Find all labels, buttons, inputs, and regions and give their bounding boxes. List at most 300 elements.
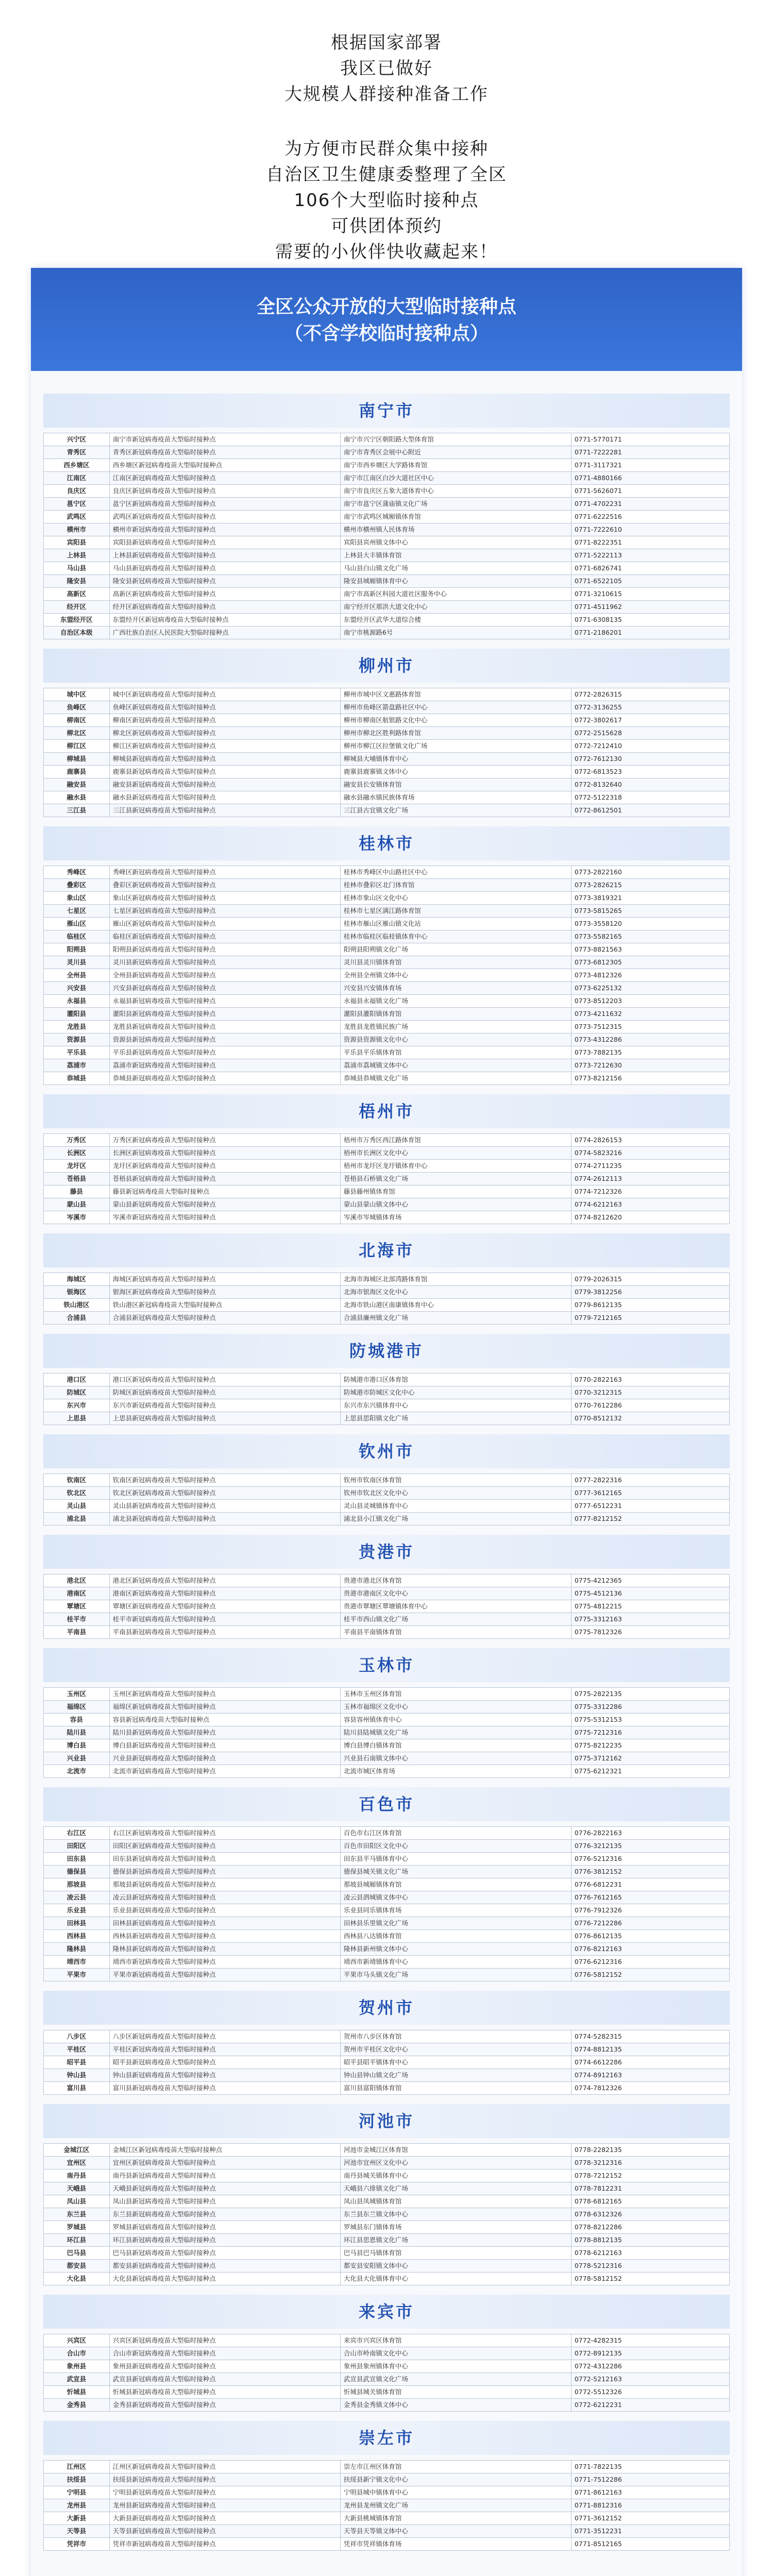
table-row — [44, 1286, 730, 1299]
site-name-cell: 经开区新冠病毒疫苗大型临时接种点 — [109, 601, 340, 614]
site-name-cell: 岑溪市新冠病毒疫苗大型临时接种点 — [109, 1211, 340, 1224]
site-name-cell: 平桂区新冠病毒疫苗大型临时接种点 — [109, 2043, 340, 2056]
site-address-cell: 柳州市鱼峰区箭盘路社区中心 — [340, 701, 571, 714]
table-row — [44, 766, 730, 778]
phone-cell: 0779-8612135 — [571, 1299, 729, 1312]
table-row — [44, 1046, 730, 1059]
table-row — [44, 459, 730, 472]
phone-cell: 0775-3712162 — [571, 1752, 729, 1765]
site-address-cell: 阳朔县阳朔镇文化广场 — [340, 943, 571, 956]
table-row — [44, 740, 730, 753]
city-sites-table — [43, 866, 730, 1085]
table-row — [44, 943, 730, 956]
phone-cell: 0772-5122318 — [571, 791, 729, 804]
phone-cell: 0772-8912135 — [571, 2347, 729, 2360]
site-address-cell: 全州县全州镇文体中心 — [340, 969, 571, 982]
district-cell: 柳江区 — [44, 740, 110, 753]
site-name-cell: 万秀区新冠病毒疫苗大型临时接种点 — [109, 1134, 340, 1147]
site-name-cell: 右江区新冠病毒疫苗大型临时接种点 — [109, 1827, 340, 1840]
table-row — [44, 1891, 730, 1904]
table-row — [44, 866, 730, 879]
site-address-cell: 鹿寨县鹿寨镇文体中心 — [340, 766, 571, 778]
phone-cell: 0771-7822135 — [571, 2461, 729, 2473]
site-address-cell: 贺州市平桂区文化中心 — [340, 2043, 571, 2056]
site-address-cell: 南宁市高新区科园大道社区服务中心 — [340, 588, 571, 601]
site-address-cell: 容县容州镇体育中心 — [340, 1714, 571, 1726]
table-row — [44, 2525, 730, 2538]
table-row — [44, 1134, 730, 1147]
table-row — [44, 511, 730, 523]
table-row — [44, 1930, 730, 1943]
district-cell: 融安县 — [44, 778, 110, 791]
district-cell: 自治区本级 — [44, 626, 110, 639]
site-name-cell: 平南县新冠病毒疫苗大型临时接种点 — [109, 1626, 340, 1639]
district-cell: 西林县 — [44, 1930, 110, 1943]
district-cell: 凭祥市 — [44, 2538, 110, 2551]
site-address-cell: 三江县古宜镇文化广场 — [340, 804, 571, 817]
district-cell: 宾阳县 — [44, 536, 110, 549]
district-cell: 兴安县 — [44, 982, 110, 995]
phone-cell: 0777-3612165 — [571, 1487, 729, 1500]
site-name-cell: 鱼峰区新冠病毒疫苗大型临时接种点 — [109, 701, 340, 714]
district-cell: 象山区 — [44, 892, 110, 905]
district-cell: 长洲区 — [44, 1147, 110, 1160]
site-name-cell: 东兴市新冠病毒疫苗大型临时接种点 — [109, 1399, 340, 1412]
phone-cell: 0774-5282315 — [571, 2030, 729, 2043]
table-row — [44, 1956, 730, 1969]
phone-cell: 0772-6212231 — [571, 2399, 729, 2412]
site-name-cell: 恭城县新冠病毒疫苗大型临时接种点 — [109, 1072, 340, 1085]
city-sites-table — [43, 2030, 730, 2095]
site-name-cell: 东盟经开区新冠病毒疫苗大型临时接种点 — [109, 614, 340, 626]
city-sites-table — [43, 688, 730, 817]
phone-cell: 0771-3210615 — [571, 588, 729, 601]
phone-cell: 0774-8212620 — [571, 1211, 729, 1224]
site-name-cell: 合山市新冠病毒疫苗大型临时接种点 — [109, 2347, 340, 2360]
district-cell: 富川县 — [44, 2082, 110, 2095]
table-row — [44, 1626, 730, 1639]
site-address-cell: 钦州市钦北区文化中心 — [340, 1487, 571, 1500]
table-row — [44, 1008, 730, 1021]
site-name-cell: 田林县新冠病毒疫苗大型临时接种点 — [109, 1917, 340, 1930]
district-cell: 柳南区 — [44, 714, 110, 727]
table-row — [44, 1969, 730, 1981]
table-row — [44, 536, 730, 549]
site-address-cell: 西林县八达镇体育馆 — [340, 1930, 571, 1943]
site-address-cell: 平南县平南镇体育馆 — [340, 1626, 571, 1639]
phone-cell: 0776-6812231 — [571, 1878, 729, 1891]
table-row — [44, 433, 730, 446]
site-name-cell: 融水县新冠病毒疫苗大型临时接种点 — [109, 791, 340, 804]
table-row — [44, 1487, 730, 1500]
phone-cell: 0774-2612113 — [571, 1173, 729, 1185]
district-cell: 浦北县 — [44, 1513, 110, 1526]
phone-cell: 0776-6212316 — [571, 1956, 729, 1969]
district-cell: 港口区 — [44, 1374, 110, 1386]
site-name-cell: 大新县新冠病毒疫苗大型临时接种点 — [109, 2512, 340, 2525]
table-row — [44, 1752, 730, 1765]
site-name-cell: 宜州区新冠病毒疫苗大型临时接种点 — [109, 2157, 340, 2170]
district-cell: 港北区 — [44, 1574, 110, 1587]
district-cell: 铁山港区 — [44, 1299, 110, 1312]
phone-cell: 0772-4282315 — [571, 2334, 729, 2347]
site-name-cell: 阳朔县新冠病毒疫苗大型临时接种点 — [109, 943, 340, 956]
district-cell: 隆安县 — [44, 575, 110, 588]
site-name-cell: 天等县新冠病毒疫苗大型临时接种点 — [109, 2525, 340, 2538]
site-address-cell: 北海市铁山港区南康镇体育中心 — [340, 1299, 571, 1312]
table-row — [44, 969, 730, 982]
site-name-cell: 宁明县新冠病毒疫苗大型临时接种点 — [109, 2486, 340, 2499]
sites-banner — [31, 268, 742, 371]
site-name-cell: 八步区新冠病毒疫苗大型临时接种点 — [109, 2030, 340, 2043]
table-row — [44, 2043, 730, 2056]
district-cell: 灵山县 — [44, 1500, 110, 1513]
district-cell: 城中区 — [44, 688, 110, 701]
phone-cell: 0771-8222351 — [571, 536, 729, 549]
table-row — [44, 2486, 730, 2499]
phone-cell: 0772-5212163 — [571, 2373, 729, 2386]
table-row — [44, 523, 730, 536]
site-address-cell: 贵港市港南区文化中心 — [340, 1587, 571, 1600]
phone-cell: 0775-7812326 — [571, 1626, 729, 1639]
city-heading: 防城港市 — [43, 1334, 730, 1368]
phone-cell: 0774-2826153 — [571, 1134, 729, 1147]
district-cell: 武鸣区 — [44, 511, 110, 523]
city-heading: 百色市 — [43, 1787, 730, 1821]
district-cell: 容县 — [44, 1714, 110, 1726]
table-row — [44, 791, 730, 804]
site-address-cell: 蒙山县蒙山镇文体中心 — [340, 1198, 571, 1211]
phone-cell: 0771-7222610 — [571, 523, 729, 536]
site-address-cell: 大新县桃城镇体育馆 — [340, 2512, 571, 2525]
table-row — [44, 2208, 730, 2221]
table-row — [44, 1198, 730, 1211]
site-name-cell: 柳北区新冠病毒疫苗大型临时接种点 — [109, 727, 340, 740]
phone-cell: 0779-2026315 — [571, 1273, 729, 1286]
site-name-cell: 高新区新冠病毒疫苗大型临时接种点 — [109, 588, 340, 601]
site-address-cell: 南宁市桃源路6号 — [340, 626, 571, 639]
city-heading: 玉林市 — [43, 1648, 730, 1682]
site-name-cell: 江南区新冠病毒疫苗大型临时接种点 — [109, 472, 340, 485]
district-cell: 忻城县 — [44, 2386, 110, 2399]
site-name-cell: 全州县新冠病毒疫苗大型临时接种点 — [109, 969, 340, 982]
site-address-cell: 玉林市玉州区体育馆 — [340, 1688, 571, 1701]
site-address-cell: 那坡县城厢镇体育馆 — [340, 1878, 571, 1891]
site-name-cell: 乐业县新冠病毒疫苗大型临时接种点 — [109, 1904, 340, 1917]
phone-cell: 0771-6522105 — [571, 575, 729, 588]
site-address-cell: 乐业县同乐镇体育场 — [340, 1904, 571, 1917]
site-address-cell: 梧州市长洲区文化中心 — [340, 1147, 571, 1160]
site-name-cell: 凌云县新冠病毒疫苗大型临时接种点 — [109, 1891, 340, 1904]
table-row — [44, 1399, 730, 1412]
intro-line: 大规模人群接种准备工作 — [284, 84, 489, 105]
phone-cell: 0773-6812305 — [571, 956, 729, 969]
city-heading: 柳州市 — [43, 649, 730, 683]
table-row — [44, 1943, 730, 1956]
district-cell: 北流市 — [44, 1765, 110, 1778]
site-name-cell: 德保县新冠病毒疫苗大型临时接种点 — [109, 1866, 340, 1878]
table-row — [44, 1765, 730, 1778]
city-heading: 来宾市 — [43, 2295, 730, 2329]
phone-cell: 0771-8512165 — [571, 2538, 729, 2551]
site-name-cell: 金城江区新冠病毒疫苗大型临时接种点 — [109, 2144, 340, 2157]
phone-cell: 0770-2822163 — [571, 1374, 729, 1386]
phone-cell: 0772-4312286 — [571, 2360, 729, 2373]
district-cell: 平果市 — [44, 1969, 110, 1981]
site-address-cell: 田东县平马镇体育中心 — [340, 1853, 571, 1866]
table-row — [44, 446, 730, 459]
table-row — [44, 1299, 730, 1312]
table-row — [44, 1211, 730, 1224]
phone-cell: 0776-5212316 — [571, 1853, 729, 1866]
district-cell: 阳朔县 — [44, 943, 110, 956]
phone-cell: 0771-6826741 — [571, 562, 729, 575]
site-name-cell: 南丹县新冠病毒疫苗大型临时接种点 — [109, 2170, 340, 2182]
site-name-cell: 防城区新冠病毒疫苗大型临时接种点 — [109, 1386, 340, 1399]
table-row — [44, 2373, 730, 2386]
site-name-cell: 西乡塘区新冠病毒疫苗大型临时接种点 — [109, 459, 340, 472]
site-address-cell: 桂林市雁山区雁山镇文化站 — [340, 918, 571, 930]
district-cell: 龙圩区 — [44, 1160, 110, 1173]
vaccination-sites-panel — [31, 268, 742, 2576]
site-address-cell: 贵港市港北区体育馆 — [340, 1574, 571, 1587]
table-row — [44, 1600, 730, 1613]
district-cell: 南丹县 — [44, 2170, 110, 2182]
district-cell: 经开区 — [44, 601, 110, 614]
district-cell: 良庆区 — [44, 485, 110, 498]
phone-cell: 0771-3512231 — [571, 2525, 729, 2538]
site-address-cell: 武宣县武宣镇文化广场 — [340, 2373, 571, 2386]
banner-title: 全区公众开放的大型临时接种点 — [256, 296, 516, 317]
city-sites-table — [43, 2460, 730, 2551]
district-cell: 临桂区 — [44, 930, 110, 943]
table-row — [44, 1374, 730, 1386]
phone-cell: 0773-7512315 — [571, 1021, 729, 1033]
district-cell: 东兴市 — [44, 1399, 110, 1412]
district-cell: 平南县 — [44, 1626, 110, 1639]
phone-cell: 0776-5812152 — [571, 1969, 729, 1981]
table-row — [44, 688, 730, 701]
district-cell: 资源县 — [44, 1033, 110, 1046]
site-name-cell: 港南区新冠病毒疫苗大型临时接种点 — [109, 1587, 340, 1600]
phone-cell: 0775-4212365 — [571, 1574, 729, 1587]
district-cell: 永福县 — [44, 995, 110, 1008]
phone-cell: 0773-7212630 — [571, 1059, 729, 1072]
table-row — [44, 1160, 730, 1173]
site-address-cell: 东盟经开区武华大道综合楼 — [340, 614, 571, 626]
table-row — [44, 2234, 730, 2247]
district-cell: 苍梧县 — [44, 1173, 110, 1185]
table-row — [44, 727, 730, 740]
site-name-cell: 钦北区新冠病毒疫苗大型临时接种点 — [109, 1487, 340, 1500]
district-cell: 横州市 — [44, 523, 110, 536]
district-cell: 兴宾区 — [44, 2334, 110, 2347]
table-row — [44, 1173, 730, 1185]
site-name-cell: 藤县新冠病毒疫苗大型临时接种点 — [109, 1185, 340, 1198]
phone-cell: 0773-6225132 — [571, 982, 729, 995]
site-name-cell: 钟山县新冠病毒疫苗大型临时接种点 — [109, 2069, 340, 2082]
table-row — [44, 588, 730, 601]
phone-cell: 0773-8821563 — [571, 943, 729, 956]
district-cell: 昭平县 — [44, 2056, 110, 2069]
district-cell: 宜州区 — [44, 2157, 110, 2170]
city-sites-table — [43, 1826, 730, 1981]
site-address-cell: 苍梧县石桥镇文化广场 — [340, 1173, 571, 1185]
phone-cell: 0772-3136255 — [571, 701, 729, 714]
table-row — [44, 714, 730, 727]
table-row — [44, 2499, 730, 2512]
site-name-cell: 北流市新冠病毒疫苗大型临时接种点 — [109, 1765, 340, 1778]
district-cell: 金城江区 — [44, 2144, 110, 2157]
district-cell: 青秀区 — [44, 446, 110, 459]
site-address-cell: 贺州市八步区体育馆 — [340, 2030, 571, 2043]
district-cell: 兴业县 — [44, 1752, 110, 1765]
site-name-cell: 罗城县新冠病毒疫苗大型临时接种点 — [109, 2221, 340, 2234]
site-address-cell: 南宁市西乡塘区大学路体育馆 — [340, 459, 571, 472]
site-name-cell: 金秀县新冠病毒疫苗大型临时接种点 — [109, 2399, 340, 2412]
phone-cell: 0771-4702231 — [571, 498, 729, 511]
table-row — [44, 995, 730, 1008]
table-row — [44, 1412, 730, 1425]
table-row — [44, 753, 730, 766]
phone-cell: 0772-2515628 — [571, 727, 729, 740]
site-name-cell: 雁山区新冠病毒疫苗大型临时接种点 — [109, 918, 340, 930]
site-name-cell: 覃塘区新冠病毒疫苗大型临时接种点 — [109, 1600, 340, 1613]
site-address-cell: 河池市宜州区文化中心 — [340, 2157, 571, 2170]
district-cell: 全州县 — [44, 969, 110, 982]
table-row — [44, 562, 730, 575]
city-heading: 桂林市 — [43, 826, 730, 860]
site-address-cell: 百色市右江区体育馆 — [340, 1827, 571, 1840]
district-cell: 港南区 — [44, 1587, 110, 1600]
phone-cell: 0778-7212152 — [571, 2170, 729, 2182]
district-cell: 罗城县 — [44, 2221, 110, 2234]
site-name-cell: 临桂区新冠病毒疫苗大型临时接种点 — [109, 930, 340, 943]
district-cell: 龙州县 — [44, 2499, 110, 2512]
district-cell: 兴宁区 — [44, 433, 110, 446]
table-row — [44, 1613, 730, 1626]
site-name-cell: 东兰县新冠病毒疫苗大型临时接种点 — [109, 2208, 340, 2221]
table-row — [44, 2347, 730, 2360]
intro-line: 我区已做好 — [340, 58, 433, 79]
site-address-cell: 金秀县金秀镇文体中心 — [340, 2399, 571, 2412]
site-address-cell: 柳城县大埔镇体育中心 — [340, 753, 571, 766]
phone-cell: 0771-8612163 — [571, 2486, 729, 2499]
district-cell: 东盟经开区 — [44, 614, 110, 626]
site-address-cell: 灵川县灵川镇体育馆 — [340, 956, 571, 969]
site-address-cell: 博白县博白镇体育馆 — [340, 1739, 571, 1752]
phone-cell: 0771-7222281 — [571, 446, 729, 459]
table-row — [44, 2056, 730, 2069]
district-cell: 万秀区 — [44, 1134, 110, 1147]
district-cell: 金秀县 — [44, 2399, 110, 2412]
site-name-cell: 鹿寨县新冠病毒疫苗大型临时接种点 — [109, 766, 340, 778]
site-address-cell: 桂林市秀峰区中山路社区中心 — [340, 866, 571, 879]
table-row — [44, 2273, 730, 2285]
table-row — [44, 1904, 730, 1917]
site-name-cell: 龙州县新冠病毒疫苗大型临时接种点 — [109, 2499, 340, 2512]
phone-cell: 0770-8512132 — [571, 1412, 729, 1425]
phone-cell: 0771-7512286 — [571, 2473, 729, 2486]
phone-cell: 0770-7612286 — [571, 1399, 729, 1412]
phone-cell: 0775-7212316 — [571, 1726, 729, 1739]
district-cell: 合山市 — [44, 2347, 110, 2360]
phone-cell: 0774-5823216 — [571, 1147, 729, 1160]
site-name-cell: 灌阳县新冠病毒疫苗大型临时接种点 — [109, 1008, 340, 1021]
site-name-cell: 浦北县新冠病毒疫苗大型临时接种点 — [109, 1513, 340, 1526]
district-cell: 上思县 — [44, 1412, 110, 1425]
phone-cell: 0773-3819321 — [571, 892, 729, 905]
site-name-cell: 昭平县新冠病毒疫苗大型临时接种点 — [109, 2056, 340, 2069]
site-name-cell: 江州区新冠病毒疫苗大型临时接种点 — [109, 2461, 340, 2473]
site-name-cell: 良庆区新冠病毒疫苗大型临时接种点 — [109, 485, 340, 498]
city-heading: 贺州市 — [43, 1991, 730, 2025]
site-address-cell: 北流市城区体育场 — [340, 1765, 571, 1778]
site-address-cell: 横州市横州镇人民体育场 — [340, 523, 571, 536]
site-name-cell: 叠彩区新冠病毒疫苗大型临时接种点 — [109, 879, 340, 892]
phone-cell: 0775-2822135 — [571, 1688, 729, 1701]
intro-line: 可供团体预约 — [331, 216, 442, 236]
district-cell: 马山县 — [44, 562, 110, 575]
site-name-cell: 苍梧县新冠病毒疫苗大型临时接种点 — [109, 1173, 340, 1185]
district-cell: 右江区 — [44, 1827, 110, 1840]
table-row — [44, 701, 730, 714]
phone-cell: 0775-4512136 — [571, 1587, 729, 1600]
site-address-cell: 柳州市柳北区胜利路体育馆 — [340, 727, 571, 740]
site-address-cell: 荔浦市荔城镇文体中心 — [340, 1059, 571, 1072]
site-name-cell: 三江县新冠病毒疫苗大型临时接种点 — [109, 804, 340, 817]
phone-cell: 0774-7212326 — [571, 1185, 729, 1198]
site-name-cell: 福绵区新冠病毒疫苗大型临时接种点 — [109, 1701, 340, 1714]
table-row — [44, 2182, 730, 2195]
site-address-cell: 合山市岭南镇文化中心 — [340, 2347, 571, 2360]
site-address-cell: 梧州市龙圩区龙圩镇体育中心 — [340, 1160, 571, 1173]
phone-cell: 0773-4812326 — [571, 969, 729, 982]
site-address-cell: 桂平市西山镇文化广场 — [340, 1613, 571, 1626]
site-name-cell: 凤山县新冠病毒疫苗大型临时接种点 — [109, 2195, 340, 2208]
table-row — [44, 2195, 730, 2208]
site-name-cell: 象山区新冠病毒疫苗大型临时接种点 — [109, 892, 340, 905]
site-name-cell: 上思县新冠病毒疫苗大型临时接种点 — [109, 1412, 340, 1425]
district-cell: 凤山县 — [44, 2195, 110, 2208]
site-name-cell: 柳南区新冠病毒疫苗大型临时接种点 — [109, 714, 340, 727]
table-row — [44, 1386, 730, 1399]
phone-cell: 0775-6212321 — [571, 1765, 729, 1778]
site-name-cell: 城中区新冠病毒疫苗大型临时接种点 — [109, 688, 340, 701]
site-name-cell: 钦南区新冠病毒疫苗大型临时接种点 — [109, 1474, 340, 1487]
site-address-cell: 巴马县巴马镇体育馆 — [340, 2247, 571, 2260]
site-name-cell: 荔浦市新冠病毒疫苗大型临时接种点 — [109, 1059, 340, 1072]
site-name-cell: 环江县新冠病毒疫苗大型临时接种点 — [109, 2234, 340, 2247]
table-row — [44, 1587, 730, 1600]
site-name-cell: 融安县新冠病毒疫苗大型临时接种点 — [109, 778, 340, 791]
city-sites-table — [43, 1133, 730, 1224]
site-name-cell: 港北区新冠病毒疫苗大型临时接种点 — [109, 1574, 340, 1587]
site-address-cell: 忻城县城关镇体育馆 — [340, 2386, 571, 2399]
phone-cell: 0773-7882135 — [571, 1046, 729, 1059]
phone-cell: 0775-3312286 — [571, 1701, 729, 1714]
district-cell: 天等县 — [44, 2525, 110, 2538]
site-address-cell: 南宁市青秀区会展中心附近 — [340, 446, 571, 459]
site-address-cell: 北海市银海区文化中心 — [340, 1286, 571, 1299]
site-address-cell: 桂林市象山区文化中心 — [340, 892, 571, 905]
site-address-cell: 兴业县石南镇文体中心 — [340, 1752, 571, 1765]
site-name-cell: 邕宁区新冠病毒疫苗大型临时接种点 — [109, 498, 340, 511]
district-cell: 雁山区 — [44, 918, 110, 930]
district-cell: 德保县 — [44, 1866, 110, 1878]
table-row — [44, 892, 730, 905]
table-row — [44, 1840, 730, 1853]
